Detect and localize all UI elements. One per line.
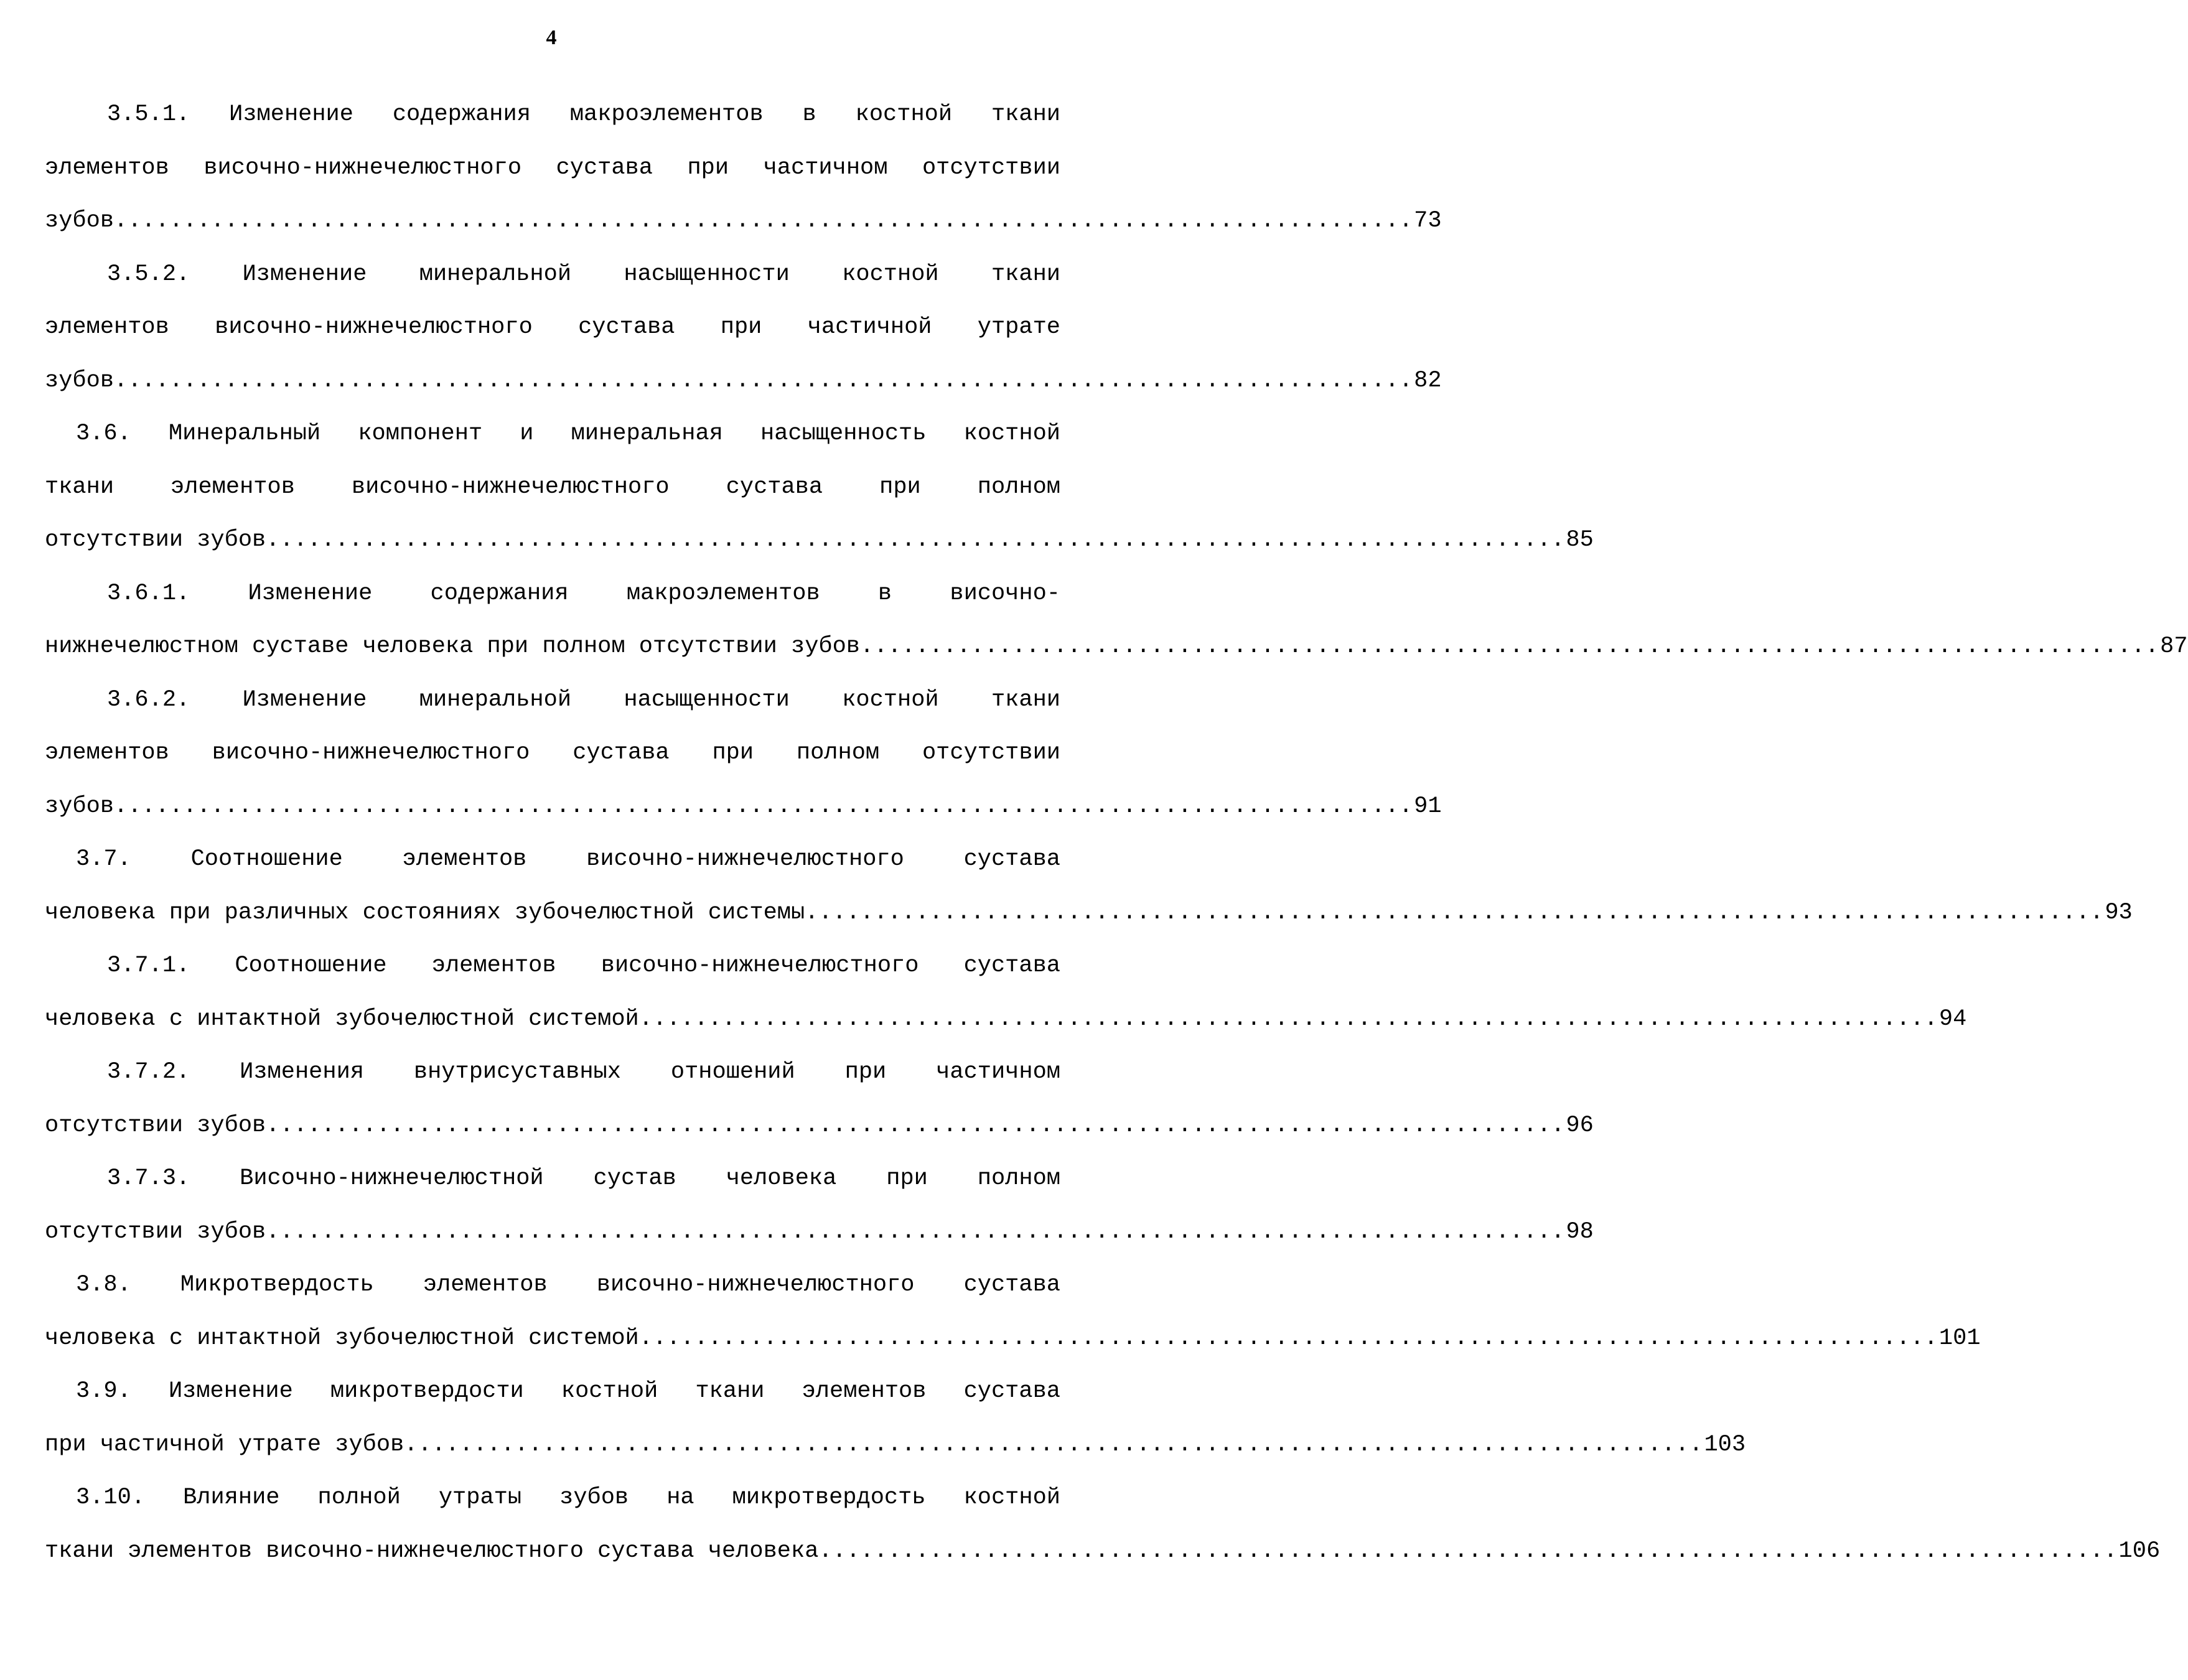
toc-entry-text: отсутствии зубов bbox=[45, 527, 266, 553]
toc-page-number: 82 bbox=[1414, 367, 1442, 394]
toc-leader-dots: .............................................................................................. bbox=[404, 1431, 1703, 1458]
toc-entry-last-line bbox=[45, 1530, 2161, 1584]
toc-entry bbox=[45, 413, 1594, 572]
toc-page-number: 93 bbox=[2105, 899, 2133, 926]
toc-page-number: 85 bbox=[1566, 527, 1594, 553]
toc-entry-text: при частичной утрате зубов bbox=[45, 1431, 404, 1458]
toc-entry-text: ткани элементов височно-нижнечелюстного сустава человека bbox=[45, 1538, 819, 1564]
toc-entry-line: элементов височно-нижнечелюстного сустава при полном отсутствии bbox=[45, 740, 1060, 766]
toc-entry bbox=[45, 838, 2133, 945]
toc-entry-last-line bbox=[45, 1104, 1594, 1158]
toc-entry-text: отсутствии зубов bbox=[45, 1218, 266, 1245]
toc-entry-text: человека при различных состояниях зубочелюстной системы bbox=[45, 899, 805, 926]
toc-entry-line: 3.7.3. Височно-нижнечелюстной сустав человека при полном bbox=[107, 1165, 1060, 1192]
page-number: 4 bbox=[546, 26, 557, 49]
toc-entry-last-line bbox=[45, 519, 1594, 572]
toc-entry-line: 3.6.2. Изменение минеральной насыщенности костной ткани bbox=[107, 686, 1060, 713]
toc-entry-line: 3.5.1. Изменение содержания макроэлементов в костной ткани bbox=[107, 101, 1060, 128]
toc-page-number: 91 bbox=[1414, 793, 1442, 819]
toc-page-number: 94 bbox=[1938, 1006, 1967, 1032]
toc-page-number: 103 bbox=[1704, 1431, 1746, 1458]
toc-entry-line: 3.10. Влияние полной утраты зубов на микротвердость костной bbox=[76, 1485, 1060, 1511]
toc-entry-last-line bbox=[45, 625, 2188, 679]
toc-leader-dots: .............................................................................................. bbox=[266, 527, 1565, 553]
toc-entry bbox=[45, 1370, 1746, 1477]
toc-entry bbox=[45, 1051, 1594, 1157]
toc-entry bbox=[45, 1157, 1594, 1264]
toc-entry-text: человека с интактной зубочелюстной системой bbox=[45, 1006, 639, 1032]
toc-leader-dots: .............................................................................................. bbox=[805, 899, 2104, 926]
toc-page-number: 96 bbox=[1566, 1112, 1594, 1139]
toc-leader-dots: .............................................................................................. bbox=[114, 208, 1413, 234]
toc-entry-text: нижнечелюстном суставе человека при полном отсутствии зубов bbox=[45, 633, 861, 660]
toc-page-number: 106 bbox=[2118, 1538, 2161, 1564]
toc-page-number: 87 bbox=[2160, 633, 2188, 660]
toc-entry-line: 3.9. Изменение микротвердости костной ткани элементов сустава bbox=[76, 1378, 1060, 1404]
toc-entry-text: зубов bbox=[45, 793, 115, 819]
toc-page-number: 101 bbox=[1938, 1325, 1981, 1351]
toc-entry-line: элементов височно-нижнечелюстного сустава при частичном отсутствии bbox=[45, 154, 1060, 181]
toc-entry-line: 3.7. Соотношение элементов височно-нижнечелюстного сустава bbox=[76, 846, 1060, 872]
toc-leader-dots: .............................................................................................. bbox=[266, 1218, 1565, 1245]
toc-page-number: 73 bbox=[1414, 208, 1442, 234]
toc-entry-line: 3.5.2. Изменение минеральной насыщенности костной ткани bbox=[107, 261, 1060, 287]
toc-entry-line: элементов височно-нижнечелюстного сустава при частичной утрате bbox=[45, 314, 1060, 340]
toc-entry-last-line bbox=[45, 1211, 1594, 1264]
table-of-contents bbox=[45, 93, 2188, 1583]
toc-entry bbox=[45, 253, 1442, 413]
toc-entry-last-line bbox=[45, 1424, 1746, 1477]
toc-entry-line: 3.8. Микротвердость элементов височно-нижнечелюстного сустава bbox=[76, 1272, 1060, 1298]
toc-entry-line: 3.6.1. Изменение содержания макроэлементов в височно- bbox=[107, 580, 1060, 607]
toc-leader-dots: .............................................................................................. bbox=[114, 367, 1413, 394]
toc-entry bbox=[45, 679, 1442, 839]
toc-entry-text: зубов bbox=[45, 208, 115, 234]
toc-entry-last-line bbox=[45, 200, 1442, 253]
toc-entry-last-line bbox=[45, 998, 1967, 1052]
toc-entry-last-line bbox=[45, 360, 1442, 413]
toc-leader-dots: .............................................................................................. bbox=[818, 1538, 2118, 1564]
toc-leader-dots: .............................................................................................. bbox=[114, 793, 1413, 819]
toc-entry-line: ткани элементов височно-нижнечелюстного сустава при полном bbox=[45, 474, 1060, 500]
toc-entry-line: 3.6. Минеральный компонент и минеральная насыщенность костной bbox=[76, 421, 1060, 447]
toc-leader-dots: .............................................................................................. bbox=[860, 633, 2159, 660]
toc-leader-dots: .............................................................................................. bbox=[638, 1006, 1938, 1032]
toc-entry bbox=[45, 1264, 1981, 1370]
toc-page-number: 98 bbox=[1566, 1218, 1594, 1245]
toc-entry bbox=[45, 93, 1442, 253]
toc-entry-last-line bbox=[45, 892, 2133, 945]
toc-entry bbox=[45, 572, 2188, 679]
toc-entry bbox=[45, 945, 1967, 1051]
toc-entry-text: зубов bbox=[45, 367, 115, 394]
toc-leader-dots: .............................................................................................. bbox=[266, 1112, 1565, 1139]
toc-entry-text: человека с интактной зубочелюстной системой bbox=[45, 1325, 639, 1351]
toc-entry-text: отсутствии зубов bbox=[45, 1112, 266, 1139]
toc-entry-last-line bbox=[45, 1317, 1981, 1371]
toc-entry-last-line bbox=[45, 785, 1442, 839]
toc-leader-dots: .............................................................................................. bbox=[638, 1325, 1938, 1351]
toc-entry-line: 3.7.2. Изменения внутрисуставных отношений при частичном bbox=[107, 1059, 1060, 1085]
toc-entry bbox=[45, 1477, 2161, 1583]
toc-entry-line: 3.7.1. Соотношение элементов височно-нижнечелюстного сустава bbox=[107, 953, 1060, 979]
